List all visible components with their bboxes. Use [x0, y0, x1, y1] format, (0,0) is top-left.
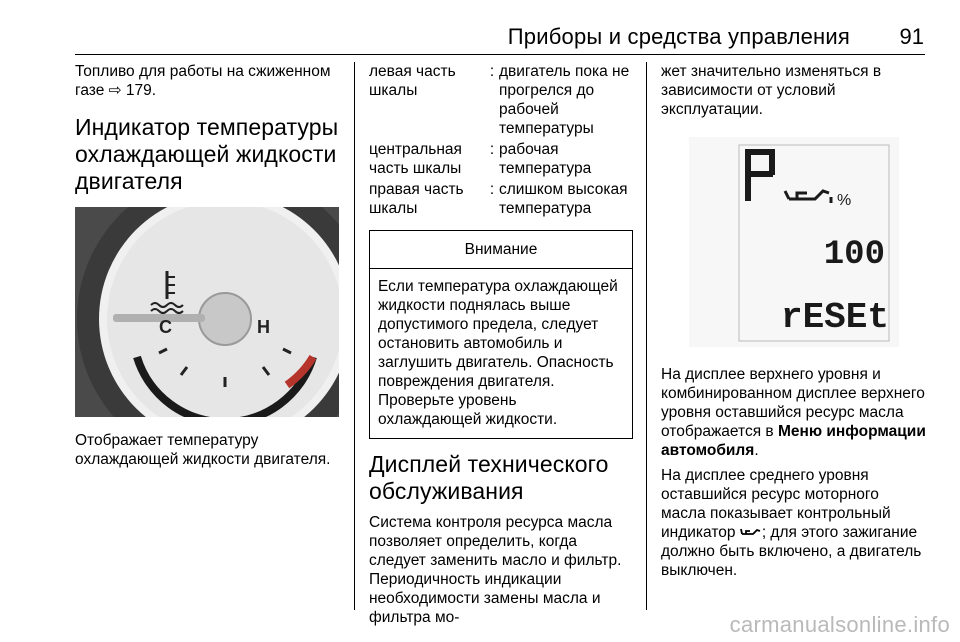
page-number: 91 — [899, 24, 924, 49]
upper-display-paragraph — [661, 365, 927, 460]
gauge-caption: Отображает температуру охлаждающей жидкости двигателя. — [75, 432, 331, 468]
section-heading-service-display: Дисплей технического обслуживания — [369, 451, 609, 504]
oil-life-value: 100 — [823, 236, 885, 274]
definition-separator: : — [489, 141, 495, 158]
gauge-cold-label: C — [159, 317, 172, 337]
column-divider-2 — [646, 62, 647, 610]
definition-term: правая часть шкалы — [369, 181, 464, 217]
definition-description: двигатель пока не прогрелся до рабочей температуры — [499, 63, 630, 137]
warning-title: Внимание — [370, 231, 632, 269]
gauge-definition-list — [369, 62, 633, 220]
definition-term: центральная часть шкалы — [369, 141, 462, 177]
column-divider-1 — [354, 62, 355, 610]
warning-text: Если температура охлаждающей жидкости поднялась выше допустимого предела, следует остановить автомобиль и заглушить двигатель. Опасность повреждения двигателя. Проверьте уровень охлаждающей жидкости. — [378, 278, 618, 428]
intro-text: Топливо для работы на сжиженном газе — [75, 63, 331, 99]
section-heading-coolant: Индикатор температуры охлаждающей жидкости двигателя — [75, 114, 339, 194]
definition-description: рабочая температура — [499, 141, 592, 177]
page-header-title: Приборы и средства управления — [507, 24, 850, 49]
definition-separator: : — [489, 63, 495, 80]
mid-display-text-a: На дисплее среднего уровня оставшийся ресурс моторного масла показывает контрольный индикатор — [661, 467, 891, 541]
header-divider — [75, 54, 925, 55]
coolant-gauge-image — [75, 207, 339, 417]
oil-reset-label: rESEt — [780, 297, 889, 338]
gauge-hot-label: H — [257, 317, 270, 337]
upper-display-end: . — [754, 442, 759, 459]
intro-page-ref[interactable]: ⇨ 179. — [108, 82, 157, 99]
intro-paragraph — [75, 62, 343, 100]
continued-paragraph: жет значительно изменяться в зависимости от условий эксплуатации. — [661, 63, 882, 118]
upper-display-text: На дисплее верхнего уровня и комбинированном дисплее верхнего уровня оставшийся ресурс масла отображается в — [661, 366, 925, 440]
warning-box — [369, 230, 633, 439]
mid-display-paragraph — [661, 466, 927, 580]
column-3 — [661, 62, 927, 580]
definition-row — [369, 140, 633, 180]
watermark: carmanualsonline.info — [729, 612, 950, 637]
oil-percent-sign: % — [837, 192, 852, 209]
oil-indicator-icon — [740, 525, 762, 538]
oil-life-lcd-image — [689, 137, 899, 347]
column-1 — [75, 62, 343, 469]
definition-row — [369, 180, 633, 220]
column-2 — [369, 62, 633, 627]
vehicle-info-menu-link[interactable]: Меню информации автомобиля — [661, 423, 926, 459]
mid-display-text-b: ; для этого зажигание должно быть включено, а двигатель выключен. — [661, 524, 922, 579]
definition-row — [369, 62, 633, 140]
definition-separator: : — [489, 181, 495, 198]
definition-term: левая часть шкалы — [369, 63, 456, 99]
service-display-paragraph: Система контроля ресурса масла позволяет определить, когда следует заменить масло и фильтр. Периодичность индикации необходимости замены масла и фильтра мо- — [369, 514, 622, 626]
definition-description: слишком высокая температура — [499, 181, 628, 217]
